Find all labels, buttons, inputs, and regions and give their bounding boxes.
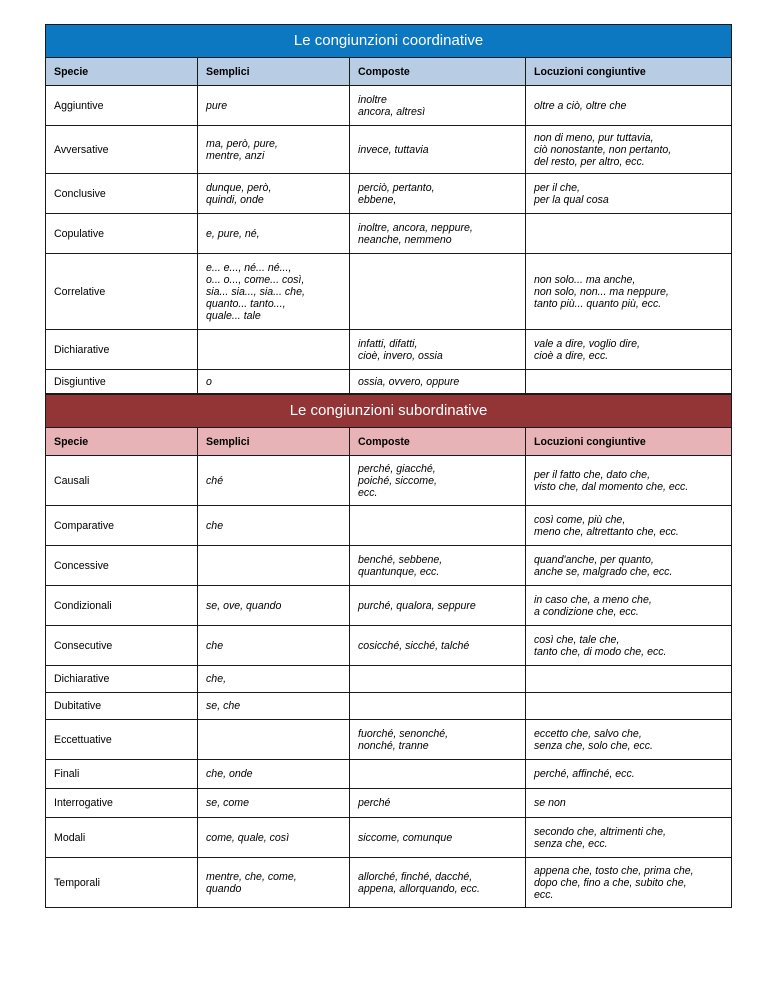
locuzioni-cell: perché, affinché, ecc. <box>526 760 732 789</box>
composte-cell <box>350 666 526 693</box>
semplici-cell: se, che <box>198 693 350 720</box>
semplici-cell: come, quale, così <box>198 818 350 858</box>
composte-cell: cosicché, sicché, talché <box>350 626 526 666</box>
table-row <box>46 720 732 760</box>
semplici-cell: ma, però, pure, mentre, anzi <box>198 126 350 174</box>
table-row <box>46 760 732 789</box>
specie-cell: Conclusive <box>46 174 198 214</box>
semplici-cell: che <box>198 626 350 666</box>
semplici-cell: che, <box>198 666 350 693</box>
specie-cell: Dichiarative <box>46 666 198 693</box>
locuzioni-cell: secondo che, altrimenti che, senza che, ecc. <box>526 818 732 858</box>
subordinative-table <box>45 394 732 908</box>
semplici-cell: o <box>198 370 350 394</box>
table-row <box>46 693 732 720</box>
locuzioni-cell: appena che, tosto che, prima che, dopo che, fino a che, subito che, ecc. <box>526 858 732 908</box>
table-row <box>46 586 732 626</box>
semplici-cell: e, pure, né, <box>198 214 350 254</box>
column-header-locuzioni: Locuzioni congiuntive <box>526 58 732 86</box>
column-header-semplici: Semplici <box>198 428 350 456</box>
composte-cell: purché, qualora, seppure <box>350 586 526 626</box>
composte-cell: fuorché, senonché, nonché, tranne <box>350 720 526 760</box>
column-header-locuzioni: Locuzioni congiuntive <box>526 428 732 456</box>
specie-cell: Interrogative <box>46 789 198 818</box>
semplici-cell: e... e..., né... né..., o... o..., come... così, sia... sia..., sia... che, quanto... tanto..., quale... tale <box>198 254 350 330</box>
semplici-cell: se, come <box>198 789 350 818</box>
column-header-specie: Specie <box>46 58 198 86</box>
table-row <box>46 214 732 254</box>
column-header-composte: Composte <box>350 58 526 86</box>
locuzioni-cell: non solo... ma anche, non solo, non... ma neppure, tanto più... quanto più, ecc. <box>526 254 732 330</box>
semplici-cell <box>198 330 350 370</box>
composte-cell: benché, sebbene, quantunque, ecc. <box>350 546 526 586</box>
composte-cell: infatti, difatti, cioè, invero, ossia <box>350 330 526 370</box>
column-header-specie: Specie <box>46 428 198 456</box>
table-row <box>46 254 732 330</box>
table-row <box>46 818 732 858</box>
locuzioni-cell: così come, più che, meno che, altrettanto che, ecc. <box>526 506 732 546</box>
locuzioni-cell: oltre a ciò, oltre che <box>526 86 732 126</box>
semplici-cell: se, ove, quando <box>198 586 350 626</box>
composte-cell <box>350 693 526 720</box>
composte-cell: inoltre ancora, altresì <box>350 86 526 126</box>
locuzioni-cell: in caso che, a meno che, a condizione che, ecc. <box>526 586 732 626</box>
table-row <box>46 86 732 126</box>
table-row <box>46 330 732 370</box>
column-header-semplici: Semplici <box>198 58 350 86</box>
column-header-composte: Composte <box>350 428 526 456</box>
specie-cell: Aggiuntive <box>46 86 198 126</box>
locuzioni-cell <box>526 370 732 394</box>
composte-cell: invece, tuttavia <box>350 126 526 174</box>
semplici-cell: che, onde <box>198 760 350 789</box>
specie-cell: Comparative <box>46 506 198 546</box>
table-row <box>46 506 732 546</box>
locuzioni-cell <box>526 693 732 720</box>
composte-cell: ossia, ovvero, oppure <box>350 370 526 394</box>
table-row <box>46 546 732 586</box>
specie-cell: Eccettuative <box>46 720 198 760</box>
table-row <box>46 174 732 214</box>
composte-cell: perché, giacché, poiché, siccome, ecc. <box>350 456 526 506</box>
coordinative-title: Le congiunzioni coordinative <box>46 25 732 58</box>
subordinative-title: Le congiunzioni subordinative <box>46 395 732 428</box>
specie-cell: Correlative <box>46 254 198 330</box>
specie-cell: Condizionali <box>46 586 198 626</box>
locuzioni-cell: se non <box>526 789 732 818</box>
composte-cell: allorché, finché, dacché, appena, allorquando, ecc. <box>350 858 526 908</box>
coordinative-title-row <box>46 25 732 58</box>
table-row <box>46 456 732 506</box>
locuzioni-cell <box>526 214 732 254</box>
locuzioni-cell: quand'anche, per quanto, anche se, malgrado che, ecc. <box>526 546 732 586</box>
specie-cell: Copulative <box>46 214 198 254</box>
specie-cell: Causali <box>46 456 198 506</box>
specie-cell: Temporali <box>46 858 198 908</box>
semplici-cell <box>198 720 350 760</box>
specie-cell: Disgiuntive <box>46 370 198 394</box>
specie-cell: Finali <box>46 760 198 789</box>
table-row <box>46 370 732 394</box>
specie-cell: Dichiarative <box>46 330 198 370</box>
semplici-cell: dunque, però, quindi, onde <box>198 174 350 214</box>
specie-cell: Concessive <box>46 546 198 586</box>
specie-cell: Dubitative <box>46 693 198 720</box>
locuzioni-cell <box>526 666 732 693</box>
subordinative-header-row <box>46 428 732 456</box>
table-row <box>46 858 732 908</box>
locuzioni-cell: non di meno, pur tuttavia, ciò nonostante, non pertanto, del resto, per altro, ecc. <box>526 126 732 174</box>
conjunctions-tables <box>45 24 731 908</box>
locuzioni-cell: per il fatto che, dato che, visto che, dal momento che, ecc. <box>526 456 732 506</box>
table-row <box>46 126 732 174</box>
locuzioni-cell: vale a dire, voglio dire, cioè a dire, ecc. <box>526 330 732 370</box>
locuzioni-cell: eccetto che, salvo che, senza che, solo che, ecc. <box>526 720 732 760</box>
specie-cell: Avversative <box>46 126 198 174</box>
locuzioni-cell: così che, tale che, tanto che, di modo che, ecc. <box>526 626 732 666</box>
coordinative-table <box>45 24 732 394</box>
table-row <box>46 626 732 666</box>
composte-cell: inoltre, ancora, neppure, neanche, nemmeno <box>350 214 526 254</box>
coordinative-header-row <box>46 58 732 86</box>
composte-cell: perciò, pertanto, ebbene, <box>350 174 526 214</box>
specie-cell: Modali <box>46 818 198 858</box>
semplici-cell <box>198 546 350 586</box>
specie-cell: Consecutive <box>46 626 198 666</box>
semplici-cell: pure <box>198 86 350 126</box>
semplici-cell: mentre, che, come, quando <box>198 858 350 908</box>
composte-cell: siccome, comunque <box>350 818 526 858</box>
table-row <box>46 666 732 693</box>
composte-cell <box>350 506 526 546</box>
composte-cell <box>350 760 526 789</box>
composte-cell: perché <box>350 789 526 818</box>
subordinative-title-row <box>46 395 732 428</box>
table-row <box>46 789 732 818</box>
composte-cell <box>350 254 526 330</box>
semplici-cell: ché <box>198 456 350 506</box>
locuzioni-cell: per il che, per la qual cosa <box>526 174 732 214</box>
semplici-cell: che <box>198 506 350 546</box>
